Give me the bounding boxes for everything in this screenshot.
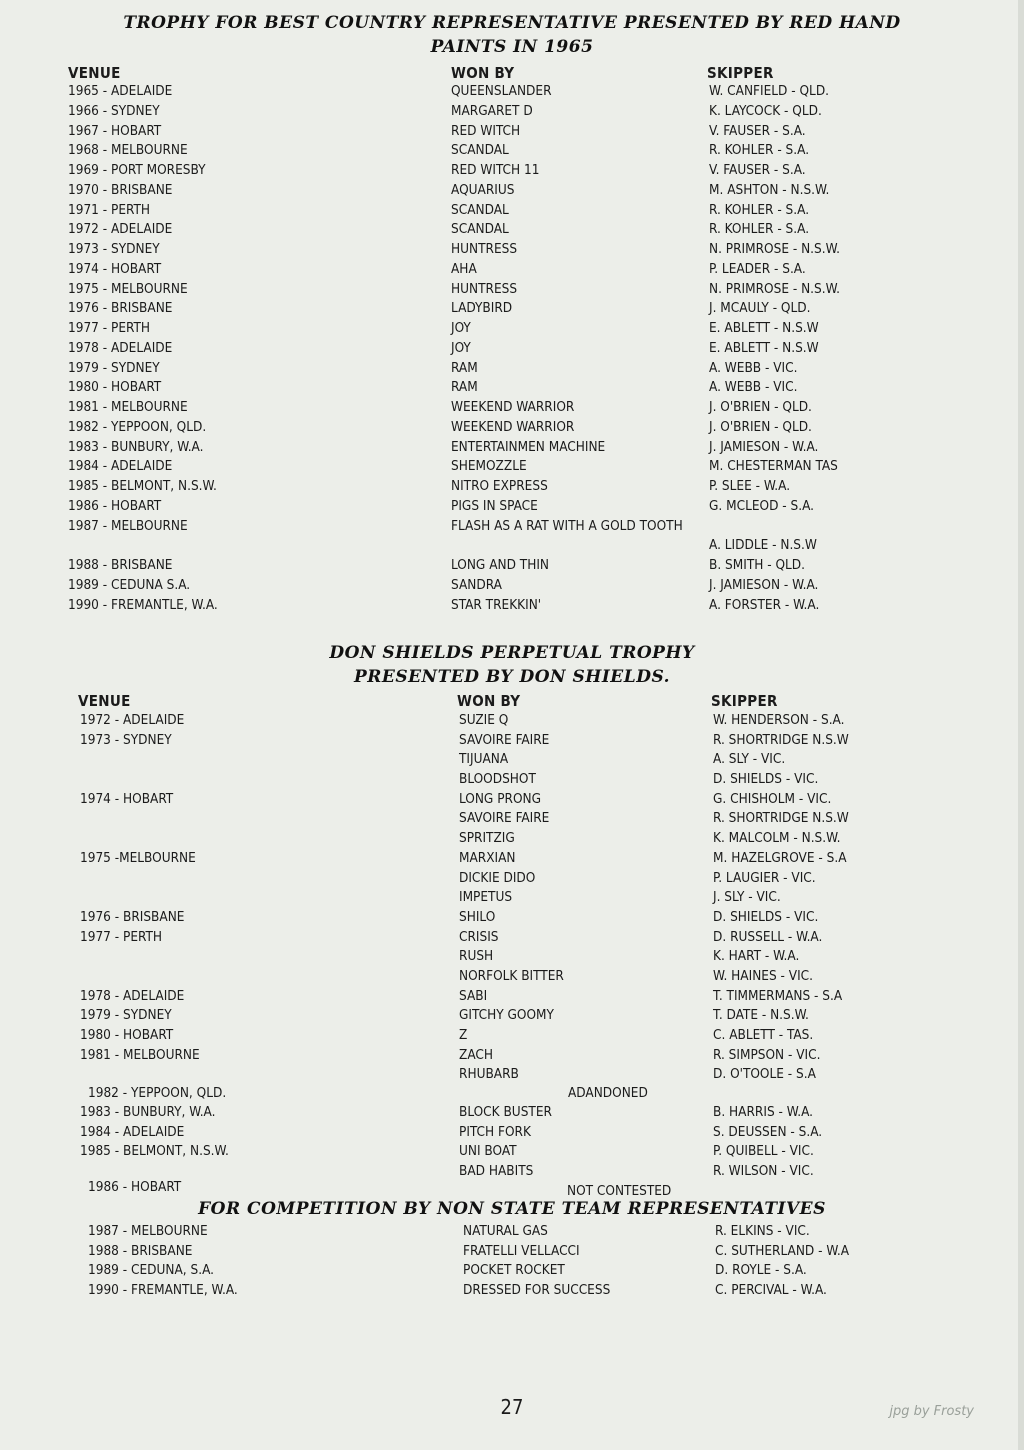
skipper-cell: K. HART - W.A. bbox=[713, 948, 800, 965]
table-row bbox=[0, 141, 1024, 161]
won-by-cell: AHA bbox=[451, 260, 477, 277]
not-contested-note: NOT CONTESTED bbox=[567, 1183, 672, 1199]
venue-cell: 1977 - PERTH bbox=[80, 928, 163, 945]
section1-title-line1: TROPHY FOR BEST COUNTRY REPRESENTATIVE PRESENTED BY RED HAND bbox=[123, 13, 901, 33]
won-by-cell: SHEMOZZLE bbox=[451, 458, 527, 475]
won-by-cell: Z bbox=[459, 1027, 468, 1043]
venue-cell: 1986 - HOBART bbox=[68, 497, 162, 514]
won-by-cell: STAR TREKKIN' bbox=[451, 596, 542, 613]
table-row bbox=[0, 947, 1024, 967]
won-by-cell: SANDRA bbox=[451, 576, 502, 593]
won-by-cell: SAVOIRE FAIRE bbox=[459, 810, 550, 827]
page-number: 27 bbox=[500, 1395, 524, 1419]
table-row bbox=[0, 1103, 1024, 1123]
venue-cell: 1987 - MELBOURNE bbox=[68, 517, 188, 534]
venue-cell: 1973 - SYDNEY bbox=[80, 731, 172, 748]
won-by-cell: HUNTRESS bbox=[451, 280, 518, 297]
not-contested-venue: 1986 - HOBART bbox=[88, 1179, 182, 1195]
venue-cell: 1984 - ADELAIDE bbox=[80, 1123, 185, 1140]
table-row bbox=[0, 888, 1024, 908]
venue-cell: 1979 - SYDNEY bbox=[68, 359, 160, 376]
skipper-cell: C. SUTHERLAND - W.A bbox=[715, 1242, 849, 1259]
won-by-cell: RAM bbox=[451, 359, 478, 376]
skipper-cell: J. JAMIESON - W.A. bbox=[709, 576, 819, 593]
skipper-cell: J. SLY - VIC. bbox=[713, 889, 781, 906]
table-row bbox=[0, 378, 1024, 398]
venue-cell: 1975 -MELBOURNE bbox=[80, 849, 196, 866]
won-by-cell: DICKIE DIDO bbox=[459, 869, 536, 886]
venue-cell: 1969 - PORT MORESBY bbox=[68, 162, 206, 178]
abandoned-venue: 1982 - YEPPOON, QLD. bbox=[88, 1085, 227, 1101]
won-by-cell: HUNTRESS bbox=[451, 241, 518, 257]
section2-table bbox=[0, 711, 1024, 1085]
venue-cell: 1965 - ADELAIDE bbox=[68, 83, 173, 99]
table-row bbox=[0, 1006, 1024, 1026]
venue-cell: 1976 - BRISBANE bbox=[80, 908, 185, 925]
table-row bbox=[0, 497, 1024, 517]
table-row bbox=[0, 750, 1024, 770]
won-by-cell: NORFOLK BITTER bbox=[459, 967, 564, 984]
venue-cell: 1966 - SYDNEY bbox=[68, 102, 160, 119]
table-row bbox=[0, 1281, 1024, 1301]
won-by-cell: RUSH bbox=[459, 948, 494, 965]
skipper-cell: R. KOHLER - S.A. bbox=[709, 221, 810, 238]
table-row bbox=[0, 1065, 1024, 1085]
table-row bbox=[0, 770, 1024, 790]
venue-cell: 1983 - BUNBURY, W.A. bbox=[68, 438, 204, 455]
table-row bbox=[0, 1261, 1024, 1281]
skipper-cell: B. SMITH - QLD. bbox=[709, 557, 805, 573]
section1-table bbox=[0, 82, 1024, 615]
skipper-cell: M. CHESTERMAN TAS bbox=[709, 458, 838, 475]
venue-cell: 1985 - BELMONT, N.S.W. bbox=[68, 478, 217, 494]
table-row bbox=[0, 1222, 1024, 1242]
skipper-cell: M. HAZELGROVE - S.A bbox=[713, 849, 847, 866]
skipper-header: SKIPPER bbox=[707, 64, 774, 82]
venue-cell: 1971 - PERTH bbox=[68, 201, 151, 218]
venue-cell: 1989 - CEDUNA S.A. bbox=[68, 576, 191, 593]
won-by-cell: AQUARIUS bbox=[451, 181, 515, 198]
table-row bbox=[0, 457, 1024, 477]
skipper-cell: W. HAINES - VIC. bbox=[713, 967, 813, 984]
table-row bbox=[0, 102, 1024, 122]
won-by-cell: RED WITCH bbox=[451, 122, 521, 139]
skipper-cell: J. MCAULY - QLD. bbox=[709, 300, 811, 317]
won-by-cell: LONG AND THIN bbox=[451, 557, 550, 573]
won-by-cell: NATURAL GAS bbox=[463, 1223, 548, 1239]
table-row bbox=[0, 438, 1024, 458]
won-by-cell: FLASH AS A RAT WITH A GOLD TOOTH bbox=[451, 517, 683, 534]
won-by-cell: JOY bbox=[451, 320, 471, 336]
table-row bbox=[0, 240, 1024, 260]
table-row bbox=[0, 477, 1024, 497]
skipper-header: SKIPPER bbox=[711, 692, 778, 710]
table-row bbox=[0, 1142, 1024, 1162]
table-row bbox=[0, 987, 1024, 1007]
venue-cell: 1968 - MELBOURNE bbox=[68, 142, 188, 159]
table-row bbox=[0, 1123, 1024, 1143]
table-row bbox=[0, 280, 1024, 300]
won-by-cell: RED WITCH 11 bbox=[451, 162, 540, 178]
won-by-cell: SABI bbox=[459, 987, 488, 1004]
skipper-cell: W. HENDERSON - S.A. bbox=[713, 712, 845, 728]
table-row bbox=[0, 829, 1024, 849]
table-row bbox=[0, 596, 1024, 616]
venue-cell: 1978 - ADELAIDE bbox=[68, 339, 173, 356]
skipper-cell: R. ELKINS - VIC. bbox=[715, 1223, 810, 1239]
won-by-cell: PIGS IN SPACE bbox=[451, 497, 538, 514]
skipper-cell: A. SLY - VIC. bbox=[713, 751, 786, 768]
table-row bbox=[0, 299, 1024, 319]
table-row bbox=[0, 869, 1024, 889]
section3-title: FOR COMPETITION BY NON STATE TEAM REPRESENTATIVES bbox=[198, 1199, 826, 1219]
venue-cell: 1981 - MELBOURNE bbox=[68, 399, 188, 415]
skipper-cell: T. DATE - N.S.W. bbox=[713, 1007, 809, 1024]
venue-cell: 1975 - MELBOURNE bbox=[68, 280, 188, 297]
table-row bbox=[0, 536, 1024, 556]
won-by-cell: WEEKEND WARRIOR bbox=[451, 418, 575, 435]
venue-cell: 1987 - MELBOURNE bbox=[88, 1223, 208, 1239]
table-row bbox=[0, 1026, 1024, 1046]
table-row bbox=[0, 260, 1024, 280]
skipper-cell: M. ASHTON - N.S.W. bbox=[709, 181, 830, 198]
won-by-cell: ZACH bbox=[459, 1046, 494, 1063]
table-row bbox=[0, 201, 1024, 221]
table-row bbox=[0, 418, 1024, 438]
venue-cell: 1989 - CEDUNA, S.A. bbox=[88, 1262, 214, 1279]
venue-cell: 1976 - BRISBANE bbox=[68, 300, 173, 317]
table-row bbox=[0, 319, 1024, 339]
skipper-cell: J. JAMIESON - W.A. bbox=[709, 438, 819, 455]
venue-cell: 1979 - SYDNEY bbox=[80, 1007, 172, 1024]
section2-table-continued bbox=[0, 1103, 1024, 1182]
skipper-cell: R. KOHLER - S.A. bbox=[709, 201, 810, 218]
skipper-cell: P. LAUGIER - VIC. bbox=[713, 869, 816, 886]
venue-cell: 1977 - PERTH bbox=[68, 320, 151, 336]
won-by-cell: GITCHY GOOMY bbox=[459, 1007, 554, 1024]
won-by-cell: BAD HABITS bbox=[459, 1163, 534, 1180]
skipper-cell: W. CANFIELD - QLD. bbox=[709, 83, 830, 99]
venue-cell: 1980 - HOBART bbox=[68, 379, 162, 396]
venue-cell: 1982 - YEPPOON, QLD. bbox=[68, 418, 207, 435]
section3-table bbox=[0, 1222, 1024, 1301]
abandoned-note: ADANDONED bbox=[568, 1085, 648, 1101]
table-row bbox=[0, 1242, 1024, 1262]
skipper-cell: P. QUIBELL - VIC. bbox=[713, 1143, 814, 1160]
skipper-cell: G. MCLEOD - S.A. bbox=[709, 497, 815, 514]
skipper-cell: E. ABLETT - N.S.W bbox=[709, 320, 819, 336]
table-row bbox=[0, 928, 1024, 948]
won-by-cell: DRESSED FOR SUCCESS bbox=[463, 1282, 611, 1299]
table-row bbox=[0, 711, 1024, 731]
venue-cell: 1990 - FREMANTLE, W.A. bbox=[88, 1282, 238, 1299]
venue-cell: 1974 - HOBART bbox=[80, 790, 174, 807]
table-row bbox=[0, 849, 1024, 869]
venue-cell: 1988 - BRISBANE bbox=[88, 1242, 193, 1259]
won-by-cell: FRATELLI VELLACCI bbox=[463, 1242, 580, 1259]
venue-cell: 1972 - ADELAIDE bbox=[68, 221, 173, 238]
table-row bbox=[0, 556, 1024, 576]
venue-cell: 1973 - SYDNEY bbox=[68, 241, 160, 257]
skipper-cell: J. O'BRIEN - QLD. bbox=[709, 399, 812, 415]
won-by-cell: JOY bbox=[451, 339, 471, 356]
venue-header: VENUE bbox=[68, 64, 121, 82]
skipper-cell: N. PRIMROSE - N.S.W. bbox=[709, 241, 840, 257]
table-row bbox=[0, 731, 1024, 751]
skipper-cell: R. SIMPSON - VIC. bbox=[713, 1046, 821, 1063]
table-row bbox=[0, 220, 1024, 240]
won-by-cell: SHILO bbox=[459, 908, 496, 925]
won-by-cell: BLOODSHOT bbox=[459, 771, 536, 788]
won-by-cell: SCANDAL bbox=[451, 221, 509, 238]
credit-watermark: jpg by Frosty bbox=[889, 1404, 974, 1419]
table-row bbox=[0, 790, 1024, 810]
won-by-cell: IMPETUS bbox=[459, 889, 513, 906]
table-row bbox=[0, 339, 1024, 359]
skipper-cell: K. MALCOLM - N.S.W. bbox=[713, 830, 841, 847]
skipper-cell: R. SHORTRIDGE N.S.W bbox=[713, 810, 849, 827]
venue-cell: 1985 - BELMONT, N.S.W. bbox=[80, 1143, 229, 1160]
table-row bbox=[0, 161, 1024, 181]
table-row bbox=[0, 809, 1024, 829]
won-by-cell: RHUBARB bbox=[459, 1066, 519, 1083]
won-by-cell: ENTERTAINMEN MACHINE bbox=[451, 438, 606, 455]
won-by-cell: MARGARET D bbox=[451, 102, 533, 119]
table-row bbox=[0, 398, 1024, 418]
skipper-cell: C. PERCIVAL - W.A. bbox=[715, 1282, 827, 1299]
venue-header: VENUE bbox=[78, 692, 131, 710]
skipper-cell: D. O'TOOLE - S.A bbox=[713, 1066, 816, 1083]
skipper-cell: E. ABLETT - N.S.W bbox=[709, 339, 819, 356]
venue-cell: 1983 - BUNBURY, W.A. bbox=[80, 1104, 216, 1120]
skipper-cell: C. ABLETT - TAS. bbox=[713, 1027, 814, 1043]
won-by-cell: SCANDAL bbox=[451, 142, 509, 159]
venue-cell: 1972 - ADELAIDE bbox=[80, 712, 185, 728]
skipper-cell: R. KOHLER - S.A. bbox=[709, 142, 810, 159]
won-by-cell: CRISIS bbox=[459, 928, 499, 945]
table-row bbox=[0, 517, 1024, 537]
won-by-header: WON BY bbox=[457, 692, 521, 710]
skipper-cell: T. TIMMERMANS - S.A bbox=[713, 987, 843, 1004]
skipper-cell: G. CHISHOLM - VIC. bbox=[713, 790, 832, 807]
won-by-cell: SCANDAL bbox=[451, 201, 509, 218]
table-row bbox=[0, 122, 1024, 142]
section2-title-line1: DON SHIELDS PERPETUAL TROPHY bbox=[329, 643, 695, 663]
venue-cell: 1967 - HOBART bbox=[68, 122, 162, 139]
skipper-cell: K. LAYCOCK - QLD. bbox=[709, 102, 822, 119]
table-row bbox=[0, 967, 1024, 987]
won-by-cell: TIJUANA bbox=[459, 751, 509, 768]
won-by-cell: SUZIE Q bbox=[459, 712, 509, 728]
skipper-cell: J. O'BRIEN - QLD. bbox=[709, 418, 812, 435]
won-by-cell: BLOCK BUSTER bbox=[459, 1104, 552, 1120]
won-by-cell: LONG PRONG bbox=[459, 790, 542, 807]
won-by-header: WON BY bbox=[451, 64, 515, 82]
skipper-cell: N. PRIMROSE - N.S.W. bbox=[709, 280, 840, 297]
won-by-cell: SPRITZIG bbox=[459, 830, 515, 847]
won-by-cell: UNI BOAT bbox=[459, 1143, 517, 1160]
venue-cell: 1974 - HOBART bbox=[68, 260, 162, 277]
won-by-cell: SAVOIRE FAIRE bbox=[459, 731, 550, 748]
venue-cell: 1984 - ADELAIDE bbox=[68, 458, 173, 475]
table-row bbox=[0, 359, 1024, 379]
won-by-cell: POCKET ROCKET bbox=[463, 1262, 565, 1279]
won-by-cell: QUEENSLANDER bbox=[451, 83, 552, 99]
table-row bbox=[0, 576, 1024, 596]
won-by-cell: PITCH FORK bbox=[459, 1123, 531, 1140]
venue-cell: 1981 - MELBOURNE bbox=[80, 1046, 200, 1063]
venue-cell: 1978 - ADELAIDE bbox=[80, 987, 185, 1004]
skipper-cell: V. FAUSER - S.A. bbox=[709, 122, 806, 139]
won-by-cell: LADYBIRD bbox=[451, 300, 513, 317]
venue-cell: 1980 - HOBART bbox=[80, 1027, 174, 1043]
won-by-cell: NITRO EXPRESS bbox=[451, 478, 548, 494]
table-row bbox=[0, 181, 1024, 201]
won-by-cell: RAM bbox=[451, 379, 478, 396]
skipper-cell: A. LIDDLE - N.S.W bbox=[709, 537, 817, 554]
table-row bbox=[0, 908, 1024, 928]
skipper-cell: R. WILSON - VIC. bbox=[713, 1163, 814, 1180]
skipper-cell: D. ROYLE - S.A. bbox=[715, 1262, 807, 1279]
venue-cell: 1990 - FREMANTLE, W.A. bbox=[68, 596, 218, 613]
skipper-cell: S. DEUSSEN - S.A. bbox=[713, 1123, 823, 1140]
skipper-cell: R. SHORTRIDGE N.S.W bbox=[713, 731, 849, 748]
venue-cell: 1988 - BRISBANE bbox=[68, 557, 173, 573]
skipper-cell: A. WEBB - VIC. bbox=[709, 359, 798, 376]
venue-cell: 1970 - BRISBANE bbox=[68, 181, 173, 198]
skipper-cell: D. SHIELDS - VIC. bbox=[713, 771, 819, 788]
skipper-cell: A. FORSTER - W.A. bbox=[709, 596, 820, 613]
skipper-cell: B. HARRIS - W.A. bbox=[713, 1104, 813, 1120]
won-by-cell: MARXIAN bbox=[459, 849, 516, 866]
skipper-cell: D. SHIELDS - VIC. bbox=[713, 908, 819, 925]
won-by-cell: WEEKEND WARRIOR bbox=[451, 399, 575, 415]
table-row bbox=[0, 82, 1024, 102]
skipper-cell: P. SLEE - W.A. bbox=[709, 478, 791, 494]
table-row bbox=[0, 1046, 1024, 1066]
skipper-cell: A. WEBB - VIC. bbox=[709, 379, 798, 396]
section1-title-line2: PAINTS IN 1965 bbox=[430, 37, 594, 57]
skipper-cell: V. FAUSER - S.A. bbox=[709, 162, 806, 178]
skipper-cell: P. LEADER - S.A. bbox=[709, 260, 806, 277]
skipper-cell: D. RUSSELL - W.A. bbox=[713, 928, 823, 945]
section2-title-line2: PRESENTED BY DON SHIELDS. bbox=[353, 667, 671, 687]
